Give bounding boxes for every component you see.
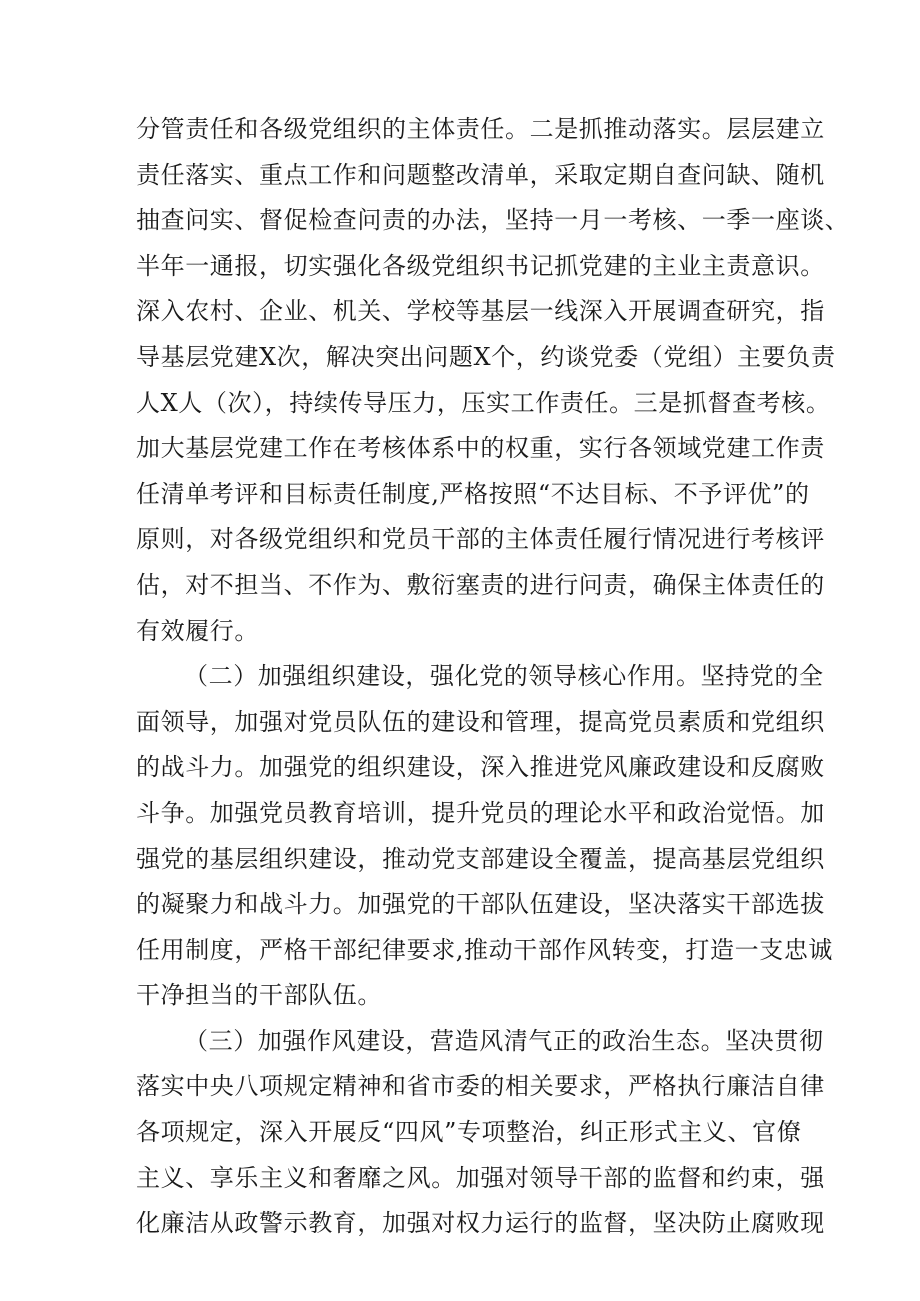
text-line: 的战斗力。加强党的组织建设，深入推进党风廉政建设和反腐败 xyxy=(136,753,825,782)
text-line: （三）加强作风建设，营造风清气正的政治生态。坚决贯彻 xyxy=(184,1026,824,1055)
text-line: 责任落实、重点工作和问题整改清单，采取定期自查问缺、随机 xyxy=(136,160,825,189)
text-line: 半年一通报，切实强化各级党组织书记抓党建的主业主责意识。 xyxy=(136,251,825,280)
text-line: 有效履行。 xyxy=(136,616,259,645)
text-line: 原则，对各级党组织和党员干部的主体责任履行情况进行考核评 xyxy=(136,525,825,554)
text-line: 任用制度，严格干部纪律要求,推动干部作风转变，打造一支忠诚 xyxy=(136,935,834,964)
text-line: （二）加强组织建设，强化党的领导核心作用。坚持党的全 xyxy=(184,662,824,691)
text-line: 导基层党建X次，解决突出问题X个，约谈党委（党组）主要负责 xyxy=(136,342,836,371)
text-line: 强党的基层组织建设，推动党支部建设全覆盖，提高基层党组织 xyxy=(136,844,825,873)
paragraph-2 xyxy=(136,654,834,1019)
text-line: 分管责任和各级党组织的主体责任。二是抓推动落实。层层建立 xyxy=(136,115,825,143)
text-line: 任清单考评和目标责任制度,严格按照“不达目标、不予评优”的 xyxy=(136,479,810,508)
paragraph-1 xyxy=(136,107,850,654)
text-line: 人X人（次），持续传导压力，压实工作责任。三是抓督查考核。 xyxy=(136,388,831,417)
text-line: 主义、享乐主义和奢靡之风。加强对领导干部的监督和约束，强 xyxy=(136,1163,825,1192)
text-line: 抽查问实、督促检查问责的办法，坚持一月一考核、一季一座谈、 xyxy=(136,206,850,235)
document-body xyxy=(136,107,850,1247)
text-line: 估，对不担当、不作为、敷衍塞责的进行问责，确保主体责任的 xyxy=(136,570,825,599)
text-line: 面领导，加强对党员队伍的建设和管理，提高党员素质和党组织 xyxy=(136,707,825,736)
text-line: 深入农村、企业、机关、学校等基层一线深入开展调查研究，指 xyxy=(136,297,825,326)
text-line: 的凝聚力和战斗力。加强党的干部队伍建设，坚决落实干部选拔 xyxy=(136,890,825,919)
text-line: 化廉洁从政警示教育，加强对权力运行的监督，坚决防止腐败现 xyxy=(136,1209,825,1238)
text-line: 斗争。加强党员教育培训，提升党员的理论水平和政治觉悟。加 xyxy=(136,798,825,827)
text-line: 落实中央八项规定精神和省市委的相关要求，严格执行廉洁自律 xyxy=(136,1072,825,1101)
text-line: 干净担当的干部队伍。 xyxy=(136,981,382,1010)
paragraph-3 xyxy=(136,1019,825,1247)
text-line: 加大基层党建工作在考核体系中的权重，实行各领域党建工作责 xyxy=(136,434,825,463)
text-line: 各项规定，深入开展反“四风”专项整治，纠正形式主义、官僚 xyxy=(136,1118,802,1147)
